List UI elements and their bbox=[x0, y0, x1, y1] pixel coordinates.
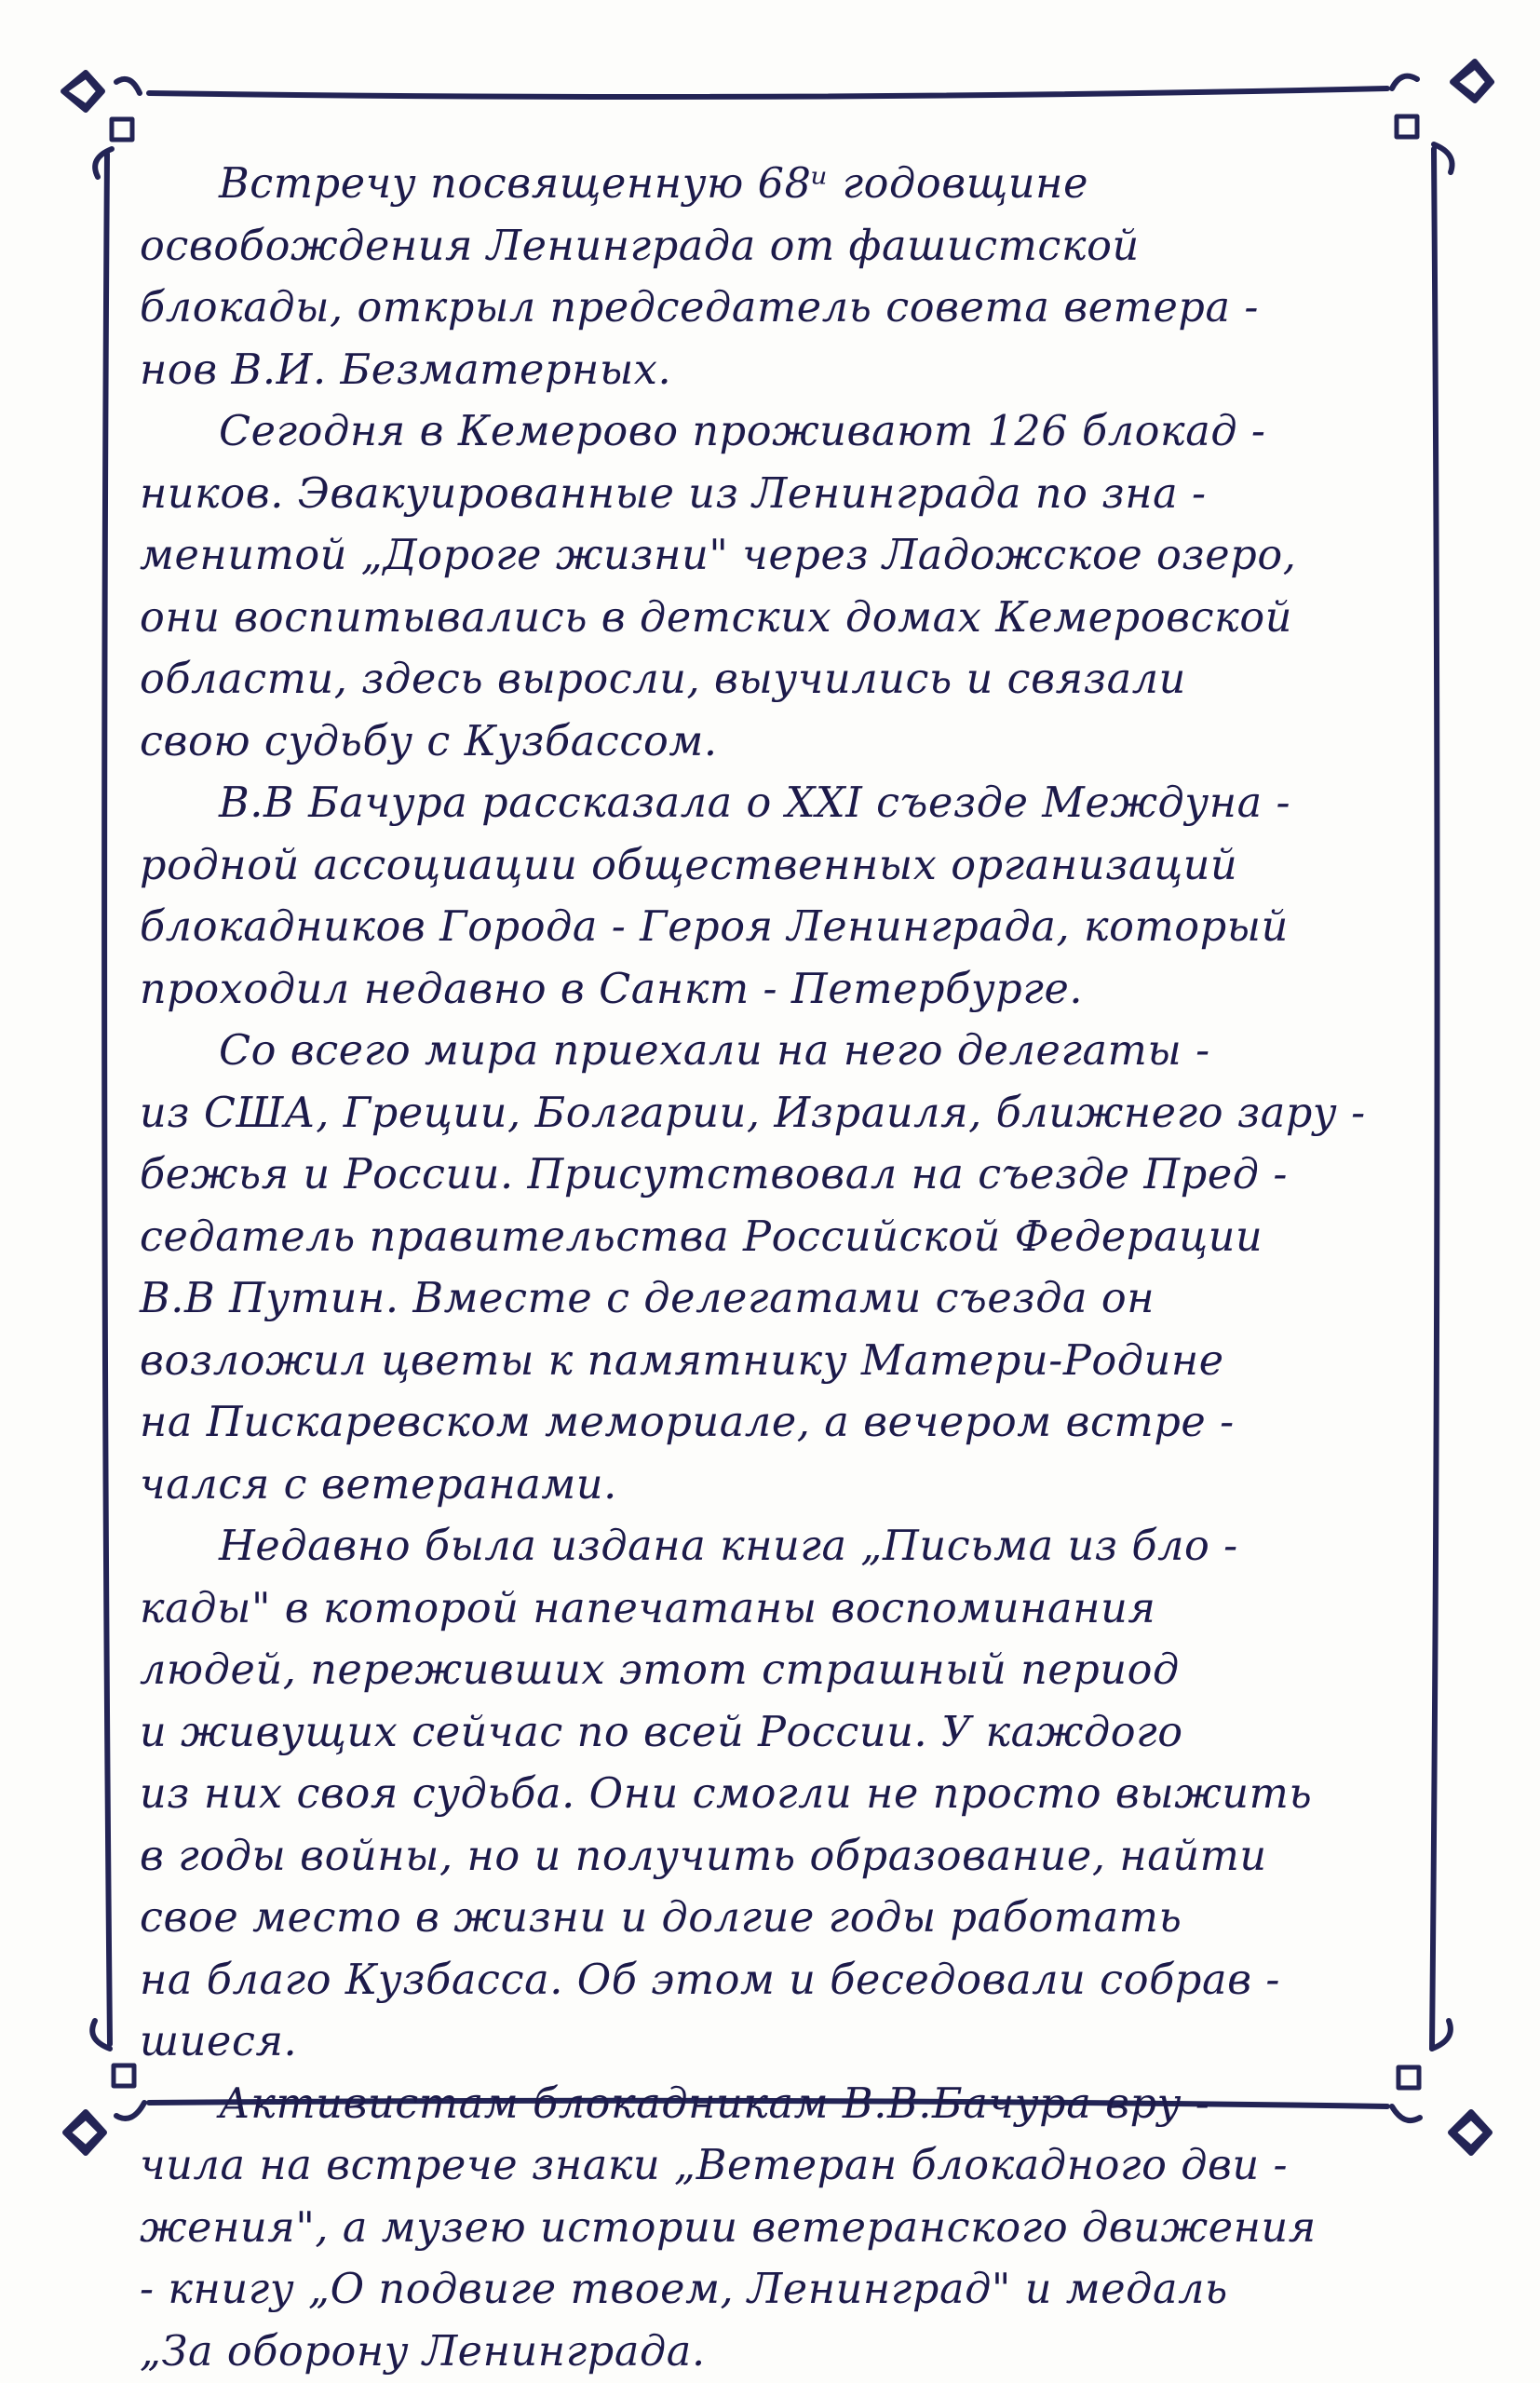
text-line: ников. Эвакуированные из Ленинграда по зна - bbox=[140, 464, 1425, 526]
text-line: блокадников Города - Героя Ленинграда, который bbox=[140, 897, 1425, 959]
text-line: области, здесь выросли, выучились и связали bbox=[140, 649, 1425, 711]
text-line: чался с ветеранами. bbox=[140, 1455, 1425, 1517]
text-line: и живущих сейчас по всей России. У каждого bbox=[140, 1702, 1425, 1765]
text-line: Недавно была издана книга „Письма из бло - bbox=[140, 1516, 1425, 1578]
text-line: Встречу посвященную 68ᵘ годовщине bbox=[140, 154, 1425, 216]
corner-ornament-top-left-icon bbox=[63, 73, 140, 177]
text-line: нов В.И. Безматерных. bbox=[140, 340, 1425, 402]
text-line: чила на встрече знаки „Ветеран блокадного дви - bbox=[140, 2135, 1425, 2198]
text-line: Активистам блокадникам В.В.Бачура вру - bbox=[140, 2074, 1425, 2136]
text-line: В.В Путин. Вместе с делегатами съезда он bbox=[140, 1268, 1425, 1331]
text-line: возложил цветы к памятнику Матери-Родине bbox=[140, 1331, 1425, 1393]
text-line: Со всего мира приехали на него делегаты - bbox=[140, 1021, 1425, 1083]
corner-ornament-bottom-left-icon bbox=[65, 2021, 144, 2153]
text-line: свое место в жизни и долгие годы работать bbox=[140, 1888, 1425, 1950]
text-line: Сегодня в Кемерово проживают 126 блокад - bbox=[140, 401, 1425, 464]
text-line: менитой „Дороге жизни" через Ладожское озеро, bbox=[140, 525, 1425, 588]
text-line: свою судьбу с Кузбассом. bbox=[140, 711, 1425, 774]
text-line: освобождения Ленинграда от фашистской bbox=[140, 216, 1425, 278]
text-line: родной ассоциации общественных организаций bbox=[140, 835, 1425, 898]
text-line: в годы войны, но и получить образование, найти bbox=[140, 1826, 1425, 1889]
text-line: шиеся. bbox=[140, 2011, 1425, 2074]
text-line: - книгу „О подвиге твоем, Ленинград" и медаль bbox=[140, 2259, 1425, 2322]
handwritten-text bbox=[140, 154, 1425, 2072]
border-left-line bbox=[104, 154, 110, 2044]
text-line: они воспитывались в детских домах Кемеровской bbox=[140, 588, 1425, 650]
text-line: кады" в которой напечатаны воспоминания bbox=[140, 1578, 1425, 1641]
text-line: жения", а музею истории ветеранского движения bbox=[140, 2198, 1425, 2260]
text-line: блокады, открыл председатель совета ветера - bbox=[140, 278, 1425, 340]
text-line: „За оборону Ленинграда. bbox=[140, 2322, 1425, 2383]
text-line: из них своя судьба. Они смогли не просто выжить bbox=[140, 1764, 1425, 1826]
text-line: бежья и России. Присутствовал на съезде Пред - bbox=[140, 1144, 1425, 1207]
border-right-line bbox=[1432, 149, 1438, 2049]
text-line: людей, переживших этот страшный период bbox=[140, 1640, 1425, 1702]
text-line: В.В Бачура рассказала о XXI съезде Междуна - bbox=[140, 773, 1425, 835]
text-line: проходил недавно в Санкт - Петербурге. bbox=[140, 959, 1425, 1022]
text-line: седатель правительства Российской Федерации bbox=[140, 1207, 1425, 1269]
border-top-line bbox=[149, 88, 1387, 97]
text-line: из США, Греции, Болгарии, Израиля, ближнего зару - bbox=[140, 1083, 1425, 1145]
text-line: на Пискаревском мемориале, а вечером встре - bbox=[140, 1392, 1425, 1455]
text-line: на благо Кузбасса. Об этом и беседовали собрав - bbox=[140, 1950, 1425, 2012]
